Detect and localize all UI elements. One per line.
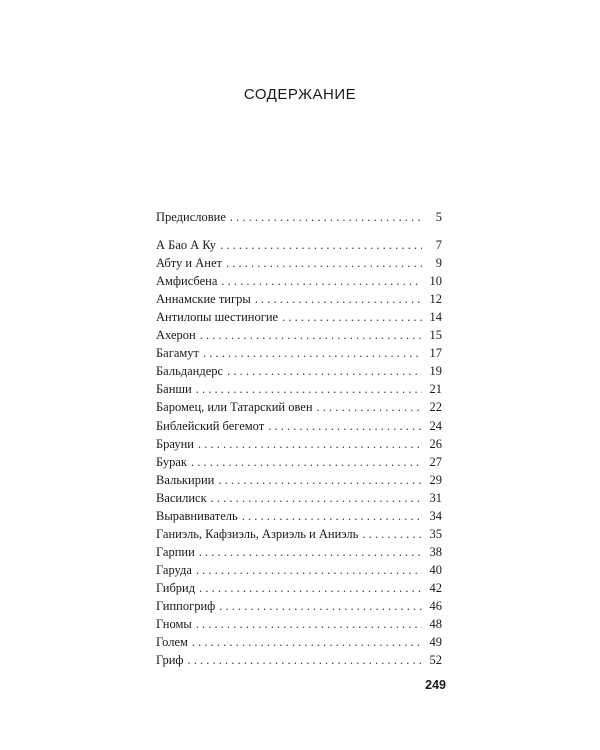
toc-entry-title: Амфисбена [156,274,218,289]
toc-entry-page: 7 [435,238,442,253]
toc-leader-dots [191,455,422,470]
toc-entry-page: 27 [429,454,442,469]
toc-entry-title: Предисловие [156,210,226,224]
toc-entry-title: Ахерон [156,328,196,343]
toc-leader-dots [268,419,422,434]
toc-entry [156,581,442,599]
toc-entry [156,400,442,418]
toc-entry-title: Абту и Анет [156,256,222,271]
toc-entry [156,617,442,635]
toc-entry-page: 17 [429,346,442,361]
toc-entry-page: 40 [429,562,442,577]
toc-entry-page: 15 [429,328,442,343]
toc-entry-page: 12 [429,292,442,307]
toc-entry-page: 46 [429,598,442,613]
toc-entry [156,563,442,581]
table-of-contents [156,210,442,671]
toc-leader-dots [187,653,422,668]
toc-entry-page: 42 [429,580,442,595]
toc-entry [156,473,442,491]
toc-entry-page: 24 [429,418,442,433]
toc-leader-dots [230,210,422,225]
toc-entry-page: 21 [429,382,442,397]
toc-entry-page: 26 [429,436,442,451]
toc-leader-dots [196,382,422,397]
toc-leader-dots [199,545,422,560]
toc-entry-title: Василиск [156,490,207,505]
toc-leader-dots [220,238,422,253]
toc-leader-dots [226,256,422,271]
toc-entry [156,364,442,382]
toc-entry-page: 31 [429,490,442,505]
toc-entry-title: А Бао А Ку [156,238,217,253]
toc-leader-dots [317,400,422,415]
toc-entry-title: Гибрид [156,580,196,595]
toc-entry-page: 22 [429,400,442,415]
toc-leader-dots [192,635,422,650]
toc-leader-dots [219,599,422,614]
toc-entry-title: Библейский бегемот [156,418,265,433]
toc-leader-dots [221,274,422,289]
toc-leader-dots [196,617,422,632]
toc-entry-page: 5 [435,210,442,224]
page-number: 249 [425,678,446,692]
toc-entry-title: Бурак [156,454,187,469]
toc-entry-title: Аннамские тигры [156,292,251,307]
toc-entry-page: 38 [429,544,442,559]
toc-entry-page: 48 [429,617,442,632]
toc-entry [156,346,442,364]
toc-entry [156,437,442,455]
toc-leader-dots [242,509,422,524]
toc-entry-title: Голем [156,635,188,650]
toc-entry [156,455,442,473]
toc-entry-title: Багамут [156,346,200,361]
toc-entry-title: Антилопы шестиногие [156,310,279,325]
toc-entry-title: Ганиэль, Кафзиэль, Азриэль и Аниэль [156,526,359,541]
toc-entry-page: 9 [435,256,442,271]
toc-entry-title: Бальдандерс [156,364,224,379]
toc-entry [156,256,442,274]
toc-entry-title: Банши [156,382,192,397]
toc-entry [156,509,442,527]
toc-entry [156,382,442,400]
toc-entry-page: 35 [429,526,442,541]
toc-entry [156,491,442,509]
toc-entry-page: 10 [429,274,442,289]
toc-entry [156,653,442,671]
toc-leader-dots [200,328,422,343]
toc-entry-page: 34 [429,508,442,523]
toc-entry-page: 29 [429,472,442,487]
toc-entry-page: 19 [429,364,442,379]
toc-entry [156,419,442,437]
toc-entry-title: Гаруда [156,562,192,577]
toc-entry-title: Валькирии [156,472,215,487]
toc-leader-dots [218,473,422,488]
toc-entry [156,527,442,545]
toc-entry [156,545,442,563]
toc-entry-title: Выравниватель [156,508,238,523]
toc-entry [156,292,442,310]
toc-entry-title: Гарпии [156,544,195,559]
toc-leader-dots [211,491,422,506]
toc-entry-title: Баромец, или Татарский овен [156,400,313,415]
toc-leader-dots [203,346,422,361]
toc-leader-dots [198,437,422,452]
toc-entry-title: Гномы [156,617,192,632]
toc-entry-title: Гриф [156,653,184,668]
toc-entry [156,310,442,328]
toc-leader-dots [196,563,422,578]
toc-entry-title: Гиппогриф [156,598,216,613]
toc-leader-dots [227,364,422,379]
toc-leader-dots [282,310,422,325]
toc-leader-dots [199,581,422,596]
toc-leader-dots [255,292,422,307]
toc-entry-page: 52 [429,653,442,668]
toc-entry [156,238,442,256]
toc-entry [156,599,442,617]
toc-entry [156,328,442,346]
toc-entry-page: 14 [429,310,442,325]
toc-entry [156,274,442,292]
toc-entry [156,210,442,228]
toc-entry-title: Брауни [156,436,194,451]
toc-leader-dots [362,527,422,542]
toc-entry-page: 49 [429,635,442,650]
toc-entry [156,635,442,653]
page-title: СОДЕРЖАНИЕ [243,86,357,103]
